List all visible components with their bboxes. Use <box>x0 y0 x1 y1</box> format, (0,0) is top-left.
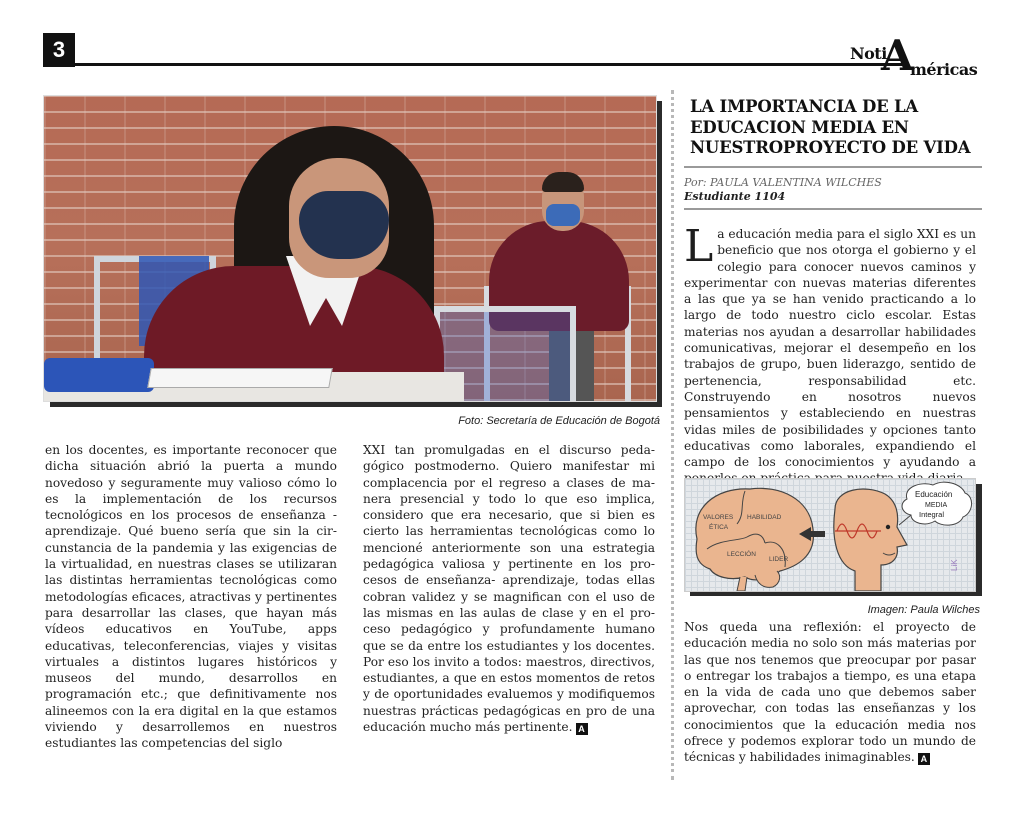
title-rule <box>684 166 982 168</box>
photo-caption <box>458 415 660 427</box>
brain-label: HABILIDAD <box>747 514 782 521</box>
page-number: 3 <box>43 33 75 67</box>
logo-mericas: méricas <box>910 60 978 79</box>
byline-rule <box>684 208 982 210</box>
author-byline: Por: PAULA VALENTINA WILCHES <box>684 176 882 189</box>
closing-text: Nos queda una reflexión: el proyecto de educación media no solo son más materias por las que nos tenemos que preocupar por pasar o entregar los trabajos a tiempo, es una etapa en la vida de cada uno que debemos saber aprovechar, con todas las enseñanzas y los conocimientos que la educación media nos ofrece y podemos explorar todo un mundo de técnicas y habilidades inimaginables. <box>684 620 976 765</box>
brain-illustration <box>696 488 814 591</box>
article-paragraph <box>684 221 976 487</box>
student-boy-hair <box>542 172 584 192</box>
student-boy-mask <box>546 204 580 226</box>
logo-noti: Noti <box>850 44 887 63</box>
brain-label: ÉTICA <box>709 524 729 531</box>
drop-cap: L <box>684 221 714 272</box>
drawing-caption-source: Paula Wilches <box>910 604 980 616</box>
bubble-text: MEDIA <box>925 502 948 509</box>
notebook <box>147 368 333 388</box>
drawing-caption-prefix: Imagen: <box>867 604 911 616</box>
end-mark-icon: A <box>918 753 930 765</box>
logo-big-a: A <box>881 31 914 80</box>
column-separator <box>671 90 674 780</box>
drawing-caption <box>868 604 980 616</box>
article-column-2 <box>363 442 655 735</box>
title-line: EDUCACION MEDIA EN <box>690 117 909 137</box>
student-girl-mask <box>299 191 389 259</box>
title-line: LA IMPORTANCIA DE LA <box>690 97 919 116</box>
header-rule <box>43 63 903 66</box>
brain-drawing <box>684 478 976 592</box>
article-paragraph: en los docentes, es importante reconocer que dicha situación abrió la puerta a mundo novedoso y seguramente muy valioso cómo lo es la implementación de los recursos tecnológicos en los procesos de enseñanza - aprendizaje. Qué bueno sería que sin la circunstancia de la pandemia y las exigencias de la virtualidad, en nuestras clases se utilizaran las distintas herramientas tecnológicas como metodologías eficaces, atractivas y pertinentes para desarrollar las clases, que hayan más vídeos educativos en YouTube, apps educativas, teleconferencias, viajes y visitas virtuales a distintos lugares históricos y museos del mundo, desarrollos en programación etc.; que definitivamente nos alineemos con la era digital en la que estamos viviendo y desarrollemos en nuestros estudiantes las competencias del siglo <box>45 443 337 751</box>
photo-caption-prefix: Foto: <box>458 415 487 427</box>
pencil-case <box>44 358 154 392</box>
head-profile <box>834 489 907 591</box>
article-paragraph <box>363 442 655 735</box>
notiamericas-logo <box>848 31 993 80</box>
bubble-text: Educación <box>915 490 953 499</box>
main-photo <box>43 95 657 402</box>
brain-label: LIDER <box>769 556 789 563</box>
article-paragraph <box>684 619 976 766</box>
intro-text: a educación media para el siglo XXI es un beneficio que nos otorga el gobierno y el colegio para conocer nuevos caminos y experimentar con nuevas materias diferentes a las que ya se han venido practicando a lo largo de todo nuestro ciclo escolar. Estas materias nos ayudan a desarrollar habilidades comunicativas, mejorar el desempeño en los trabajos de grupo, buen liderazgo, sentido de pertenencia, responsabilidad etc. Construyendo en nosotros nuevos pensamientos y estableciendo en nuestras vidas miles de posibilidades y opciones tanto educativas como laborales, expandiendo el campo de los conocimientos y ayudando a <box>684 227 976 470</box>
author-role: Estudiante 1104 <box>684 190 786 203</box>
brain-drawing-svg <box>685 479 975 591</box>
title-line: NUESTROPROYECTO DE VIDA <box>690 138 971 157</box>
article-column-1 <box>45 442 337 752</box>
article-intro <box>684 221 976 487</box>
photo-caption-source: Secretaría de Educación de Bogotá <box>486 415 660 427</box>
article-closing <box>684 619 976 766</box>
article-paragraph-text: XXI tan promulgadas en el discurso pedagógico postmoderno. Quiero manifestar mi complacencia por el regreso a clases de manera presencial y todo lo que eso implica, considero que era necesario, que si bien es cierto las herramientas tecnológicas como lo mencioné anteriormente son una estrategia pedagógica valiosa y pertinente en los procesos de enseñanza- aprendizaje, todas ellas cobran validez y se magnifican con el uso de las mismas en las aulas de clase y en el proceso pedagógico y profundamente humano que se da entre los estudiantes y los docentes. Por eso los invito a todos: maestros, directivos, estudiantes, a que en estos momentos de retos y de oportunidades evaluemos y modifiquemos nuestras prácticas pedagógicas en pro de una educación mucho más pertinente. <box>363 443 655 735</box>
bubble-text: Integral <box>919 510 945 519</box>
article-title <box>690 97 980 159</box>
brain-label: VALORES <box>703 514 734 521</box>
end-mark-icon: A <box>576 723 588 735</box>
artist-signature: LiK <box>950 559 959 571</box>
brain-label: LECCIÓN <box>727 551 756 558</box>
